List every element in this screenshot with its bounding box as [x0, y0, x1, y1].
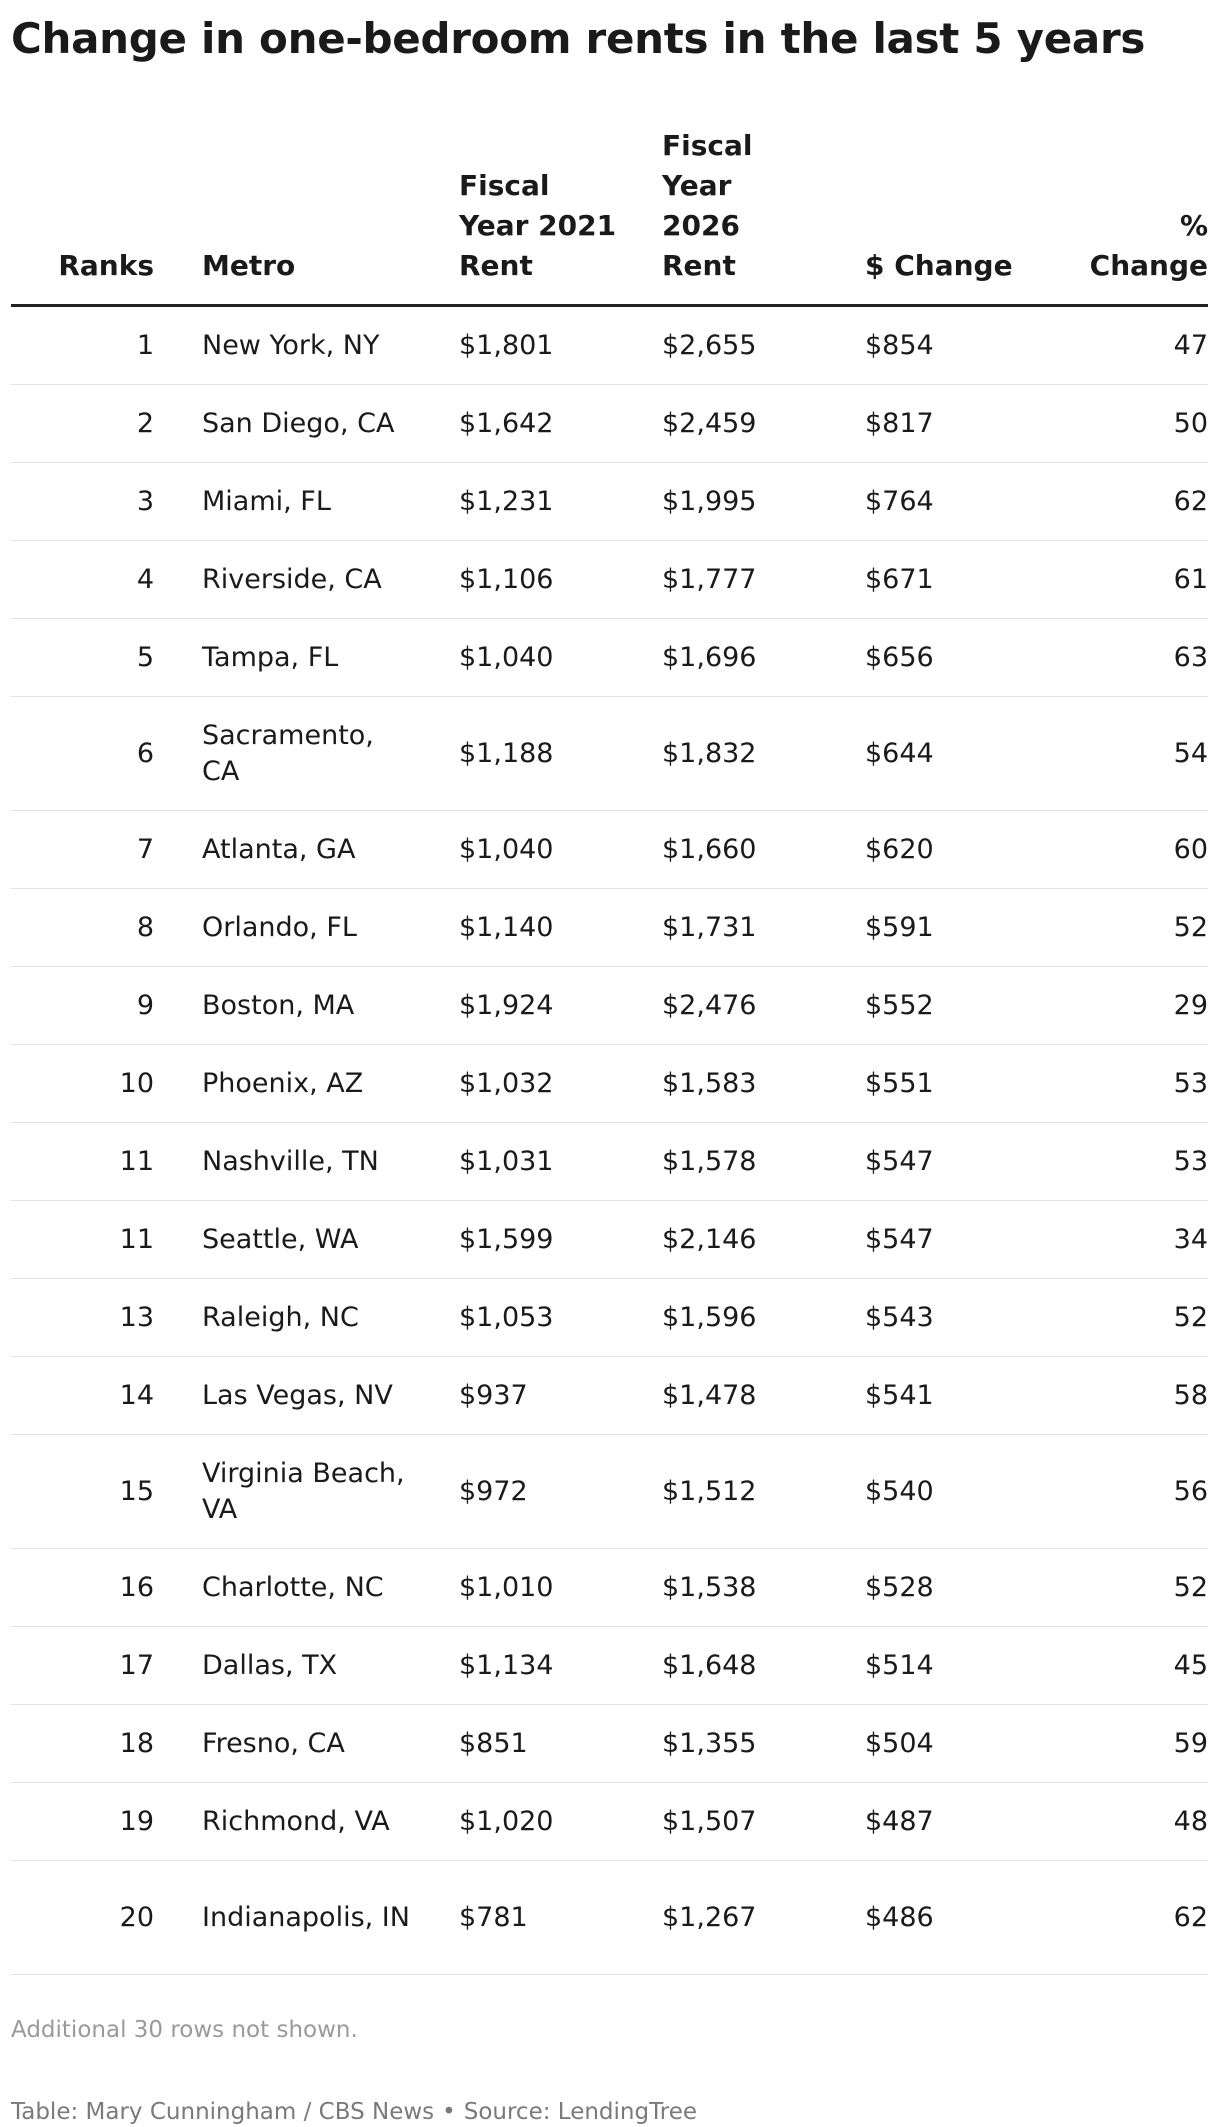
cell-pct-change: 45	[1046, 1627, 1208, 1705]
column-header-ranks[interactable]: Ranks	[11, 126, 202, 306]
source-credit: Source: LendingTree	[463, 2099, 698, 2125]
rent-table	[11, 126, 1208, 1975]
cell-rank: 13	[11, 1279, 202, 1357]
cell-fy2021-rent: $1,924	[459, 967, 662, 1045]
table-credit: Table: Mary Cunningham / CBS News	[11, 2099, 435, 2125]
cell-fy2021-rent: $1,599	[459, 1201, 662, 1279]
table-row	[11, 1357, 1208, 1435]
cell-pct-change: 63	[1046, 619, 1208, 697]
cell-pct-change: 52	[1046, 1549, 1208, 1627]
table-row	[11, 1201, 1208, 1279]
cell-rank: 6	[11, 697, 202, 811]
cell-fy2026-rent: $1,731	[662, 889, 865, 967]
cell-dollar-change: $541	[865, 1357, 1046, 1435]
table-row	[11, 1783, 1208, 1861]
table-row	[11, 1435, 1208, 1549]
table-row	[11, 811, 1208, 889]
cell-pct-change: 61	[1046, 541, 1208, 619]
cell-dollar-change: $504	[865, 1705, 1046, 1783]
cell-fy2026-rent: $1,660	[662, 811, 865, 889]
cell-rank: 16	[11, 1549, 202, 1627]
cell-pct-change: 56	[1046, 1435, 1208, 1549]
cell-metro: Miami, FL	[202, 463, 459, 541]
table-row	[11, 306, 1208, 385]
table-row	[11, 1123, 1208, 1201]
table-row	[11, 541, 1208, 619]
cell-rank: 4	[11, 541, 202, 619]
cell-rank: 11	[11, 1201, 202, 1279]
cell-pct-change: 50	[1046, 385, 1208, 463]
cell-fy2021-rent: $1,020	[459, 1783, 662, 1861]
cell-fy2021-rent: $1,231	[459, 463, 662, 541]
cell-fy2021-rent: $1,010	[459, 1549, 662, 1627]
cell-metro: Riverside, CA	[202, 541, 459, 619]
cell-dollar-change: $487	[865, 1783, 1046, 1861]
cell-fy2021-rent: $1,053	[459, 1279, 662, 1357]
cell-fy2026-rent: $1,267	[662, 1861, 865, 1975]
cell-dollar-change: $552	[865, 967, 1046, 1045]
table-row	[11, 967, 1208, 1045]
cell-pct-change: 62	[1046, 1861, 1208, 1975]
cell-dollar-change: $486	[865, 1861, 1046, 1975]
cell-dollar-change: $514	[865, 1627, 1046, 1705]
cell-metro: Indianapolis, IN	[202, 1861, 459, 1975]
cell-metro: Las Vegas, NV	[202, 1357, 459, 1435]
cell-fy2021-rent: $1,188	[459, 697, 662, 811]
cell-fy2021-rent: $1,040	[459, 619, 662, 697]
cell-metro: Charlotte, NC	[202, 1549, 459, 1627]
cell-fy2021-rent: $1,134	[459, 1627, 662, 1705]
cell-pct-change: 59	[1046, 1705, 1208, 1783]
table-row	[11, 1627, 1208, 1705]
cell-pct-change: 52	[1046, 1279, 1208, 1357]
cell-pct-change: 53	[1046, 1123, 1208, 1201]
cell-dollar-change: $591	[865, 889, 1046, 967]
cell-fy2026-rent: $2,459	[662, 385, 865, 463]
credit-separator: •	[442, 2099, 456, 2125]
cell-fy2021-rent: $1,642	[459, 385, 662, 463]
cell-pct-change: 48	[1046, 1783, 1208, 1861]
table-header	[11, 126, 1208, 306]
cell-metro: Atlanta, GA	[202, 811, 459, 889]
cell-metro: Virginia Beach, VA	[202, 1435, 459, 1549]
cell-metro: Phoenix, AZ	[202, 1045, 459, 1123]
cell-fy2026-rent: $1,648	[662, 1627, 865, 1705]
cell-rank: 9	[11, 967, 202, 1045]
cell-rank: 20	[11, 1861, 202, 1975]
cell-rank: 2	[11, 385, 202, 463]
cell-fy2021-rent: $781	[459, 1861, 662, 1975]
table-body	[11, 306, 1208, 1975]
cell-dollar-change: $671	[865, 541, 1046, 619]
cell-rank: 18	[11, 1705, 202, 1783]
cell-fy2026-rent: $1,478	[662, 1357, 865, 1435]
cell-metro: Richmond, VA	[202, 1783, 459, 1861]
cell-rank: 15	[11, 1435, 202, 1549]
column-header-pct-change[interactable]: % Change	[1046, 126, 1208, 306]
cell-rank: 10	[11, 1045, 202, 1123]
cell-fy2021-rent: $1,140	[459, 889, 662, 967]
cell-metro: Boston, MA	[202, 967, 459, 1045]
cell-rank: 1	[11, 306, 202, 385]
cell-fy2021-rent: $972	[459, 1435, 662, 1549]
table-row	[11, 619, 1208, 697]
cell-metro: Seattle, WA	[202, 1201, 459, 1279]
cell-dollar-change: $764	[865, 463, 1046, 541]
cell-pct-change: 53	[1046, 1045, 1208, 1123]
cell-metro: Raleigh, NC	[202, 1279, 459, 1357]
cell-fy2026-rent: $1,832	[662, 697, 865, 811]
cell-fy2026-rent: $1,355	[662, 1705, 865, 1783]
cell-dollar-change: $656	[865, 619, 1046, 697]
table-row	[11, 463, 1208, 541]
cell-metro: Dallas, TX	[202, 1627, 459, 1705]
table-row	[11, 1549, 1208, 1627]
table-row	[11, 1279, 1208, 1357]
chart-title: Change in one-bedroom rents in the last 5 years	[11, 14, 1146, 63]
cell-dollar-change: $854	[865, 306, 1046, 385]
cell-dollar-change: $547	[865, 1201, 1046, 1279]
cell-pct-change: 60	[1046, 811, 1208, 889]
cell-fy2026-rent: $2,476	[662, 967, 865, 1045]
cell-dollar-change: $620	[865, 811, 1046, 889]
table-row	[11, 1861, 1208, 1975]
column-header-fy2026[interactable]: Fiscal Year 2026 Rent	[662, 126, 865, 306]
cell-metro: Fresno, CA	[202, 1705, 459, 1783]
cell-dollar-change: $528	[865, 1549, 1046, 1627]
cell-fy2021-rent: $851	[459, 1705, 662, 1783]
cell-pct-change: 52	[1046, 889, 1208, 967]
cell-rank: 14	[11, 1357, 202, 1435]
column-header-fy2021[interactable]: Fiscal Year 2021 Rent	[459, 126, 662, 306]
cell-metro: New York, NY	[202, 306, 459, 385]
cell-fy2026-rent: $1,578	[662, 1123, 865, 1201]
column-header-dollar-change[interactable]: $ Change	[865, 126, 1046, 306]
column-header-metro[interactable]: Metro	[202, 126, 459, 306]
cell-fy2021-rent: $1,031	[459, 1123, 662, 1201]
cell-metro: Tampa, FL	[202, 619, 459, 697]
cell-pct-change: 47	[1046, 306, 1208, 385]
cell-rank: 11	[11, 1123, 202, 1201]
cell-dollar-change: $547	[865, 1123, 1046, 1201]
cell-fy2026-rent: $2,655	[662, 306, 865, 385]
table-row	[11, 889, 1208, 967]
cell-dollar-change: $540	[865, 1435, 1046, 1549]
table-row	[11, 697, 1208, 811]
cell-dollar-change: $817	[865, 385, 1046, 463]
cell-pct-change: 58	[1046, 1357, 1208, 1435]
cell-fy2026-rent: $1,583	[662, 1045, 865, 1123]
cell-fy2021-rent: $1,032	[459, 1045, 662, 1123]
cell-pct-change: 54	[1046, 697, 1208, 811]
cell-fy2021-rent: $1,106	[459, 541, 662, 619]
cell-fy2026-rent: $1,507	[662, 1783, 865, 1861]
cell-pct-change: 62	[1046, 463, 1208, 541]
cell-dollar-change: $543	[865, 1279, 1046, 1357]
cell-rank: 8	[11, 889, 202, 967]
table-row	[11, 1705, 1208, 1783]
header-row	[11, 126, 1208, 306]
cell-pct-change: 29	[1046, 967, 1208, 1045]
cell-fy2026-rent: $1,512	[662, 1435, 865, 1549]
cell-dollar-change: $551	[865, 1045, 1046, 1123]
cell-metro: San Diego, CA	[202, 385, 459, 463]
cell-fy2021-rent: $1,801	[459, 306, 662, 385]
cell-fy2021-rent: $1,040	[459, 811, 662, 889]
cell-fy2026-rent: $1,995	[662, 463, 865, 541]
cell-fy2026-rent: $1,596	[662, 1279, 865, 1357]
cell-fy2021-rent: $937	[459, 1357, 662, 1435]
cell-rank: 17	[11, 1627, 202, 1705]
table-row	[11, 1045, 1208, 1123]
cell-rank: 19	[11, 1783, 202, 1861]
cell-metro: Orlando, FL	[202, 889, 459, 967]
cell-fy2026-rent: $1,777	[662, 541, 865, 619]
cell-pct-change: 34	[1046, 1201, 1208, 1279]
table-row	[11, 385, 1208, 463]
cell-metro: Sacramento, CA	[202, 697, 459, 811]
cell-rank: 5	[11, 619, 202, 697]
cell-fy2026-rent: $2,146	[662, 1201, 865, 1279]
cell-fy2026-rent: $1,538	[662, 1549, 865, 1627]
cell-metro: Nashville, TN	[202, 1123, 459, 1201]
cell-rank: 3	[11, 463, 202, 541]
cell-fy2026-rent: $1,696	[662, 619, 865, 697]
credits-line	[11, 2097, 1209, 2127]
footnote: Additional 30 rows not shown.	[11, 2017, 358, 2043]
cell-rank: 7	[11, 811, 202, 889]
cell-dollar-change: $644	[865, 697, 1046, 811]
